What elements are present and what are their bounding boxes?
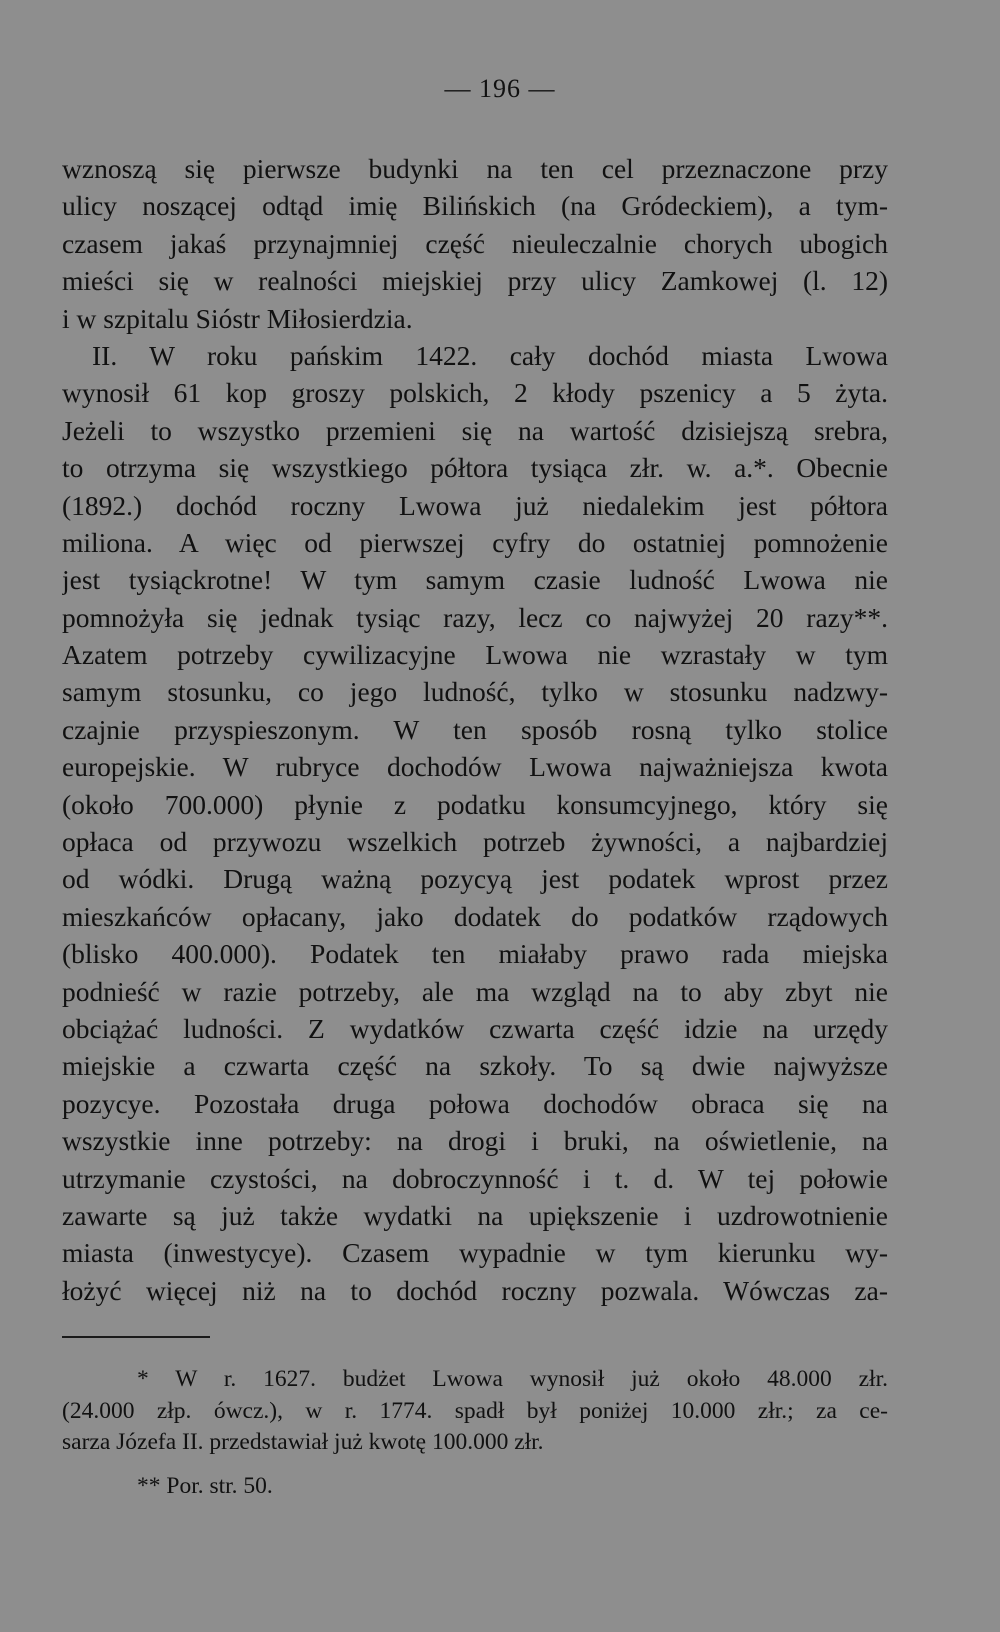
text-line: zawarte są już także wydatki na upiększenie i uzdrowotnienie [62, 1199, 888, 1231]
footnote-line: (24.000 złp. ówcz.), w r. 1774. spadł był poniżej 10.000 złr.; za ce- [62, 1397, 888, 1424]
text-line: opłaca od przywozu wszelkich potrzeb żywności, a najbardziej [62, 826, 888, 858]
text-line: czasem jakaś przynajmniej część nieuleczalnie chorych ubogich [62, 227, 888, 259]
footnotes [62, 1364, 888, 1502]
footnote-line: sarza Józefa II. przedstawiał już kwotę 100.000 złr. [62, 1429, 544, 1455]
text-line: mieści się w realności miejskiej przy ulicy Zamkowej (l. 12) [62, 265, 888, 297]
text-line: utrzymanie czystości, na dobroczynność i t. d. W tej połowie [62, 1162, 888, 1194]
text-line: wszystkie inne potrzeby: na drogi i bruki, na oświetlenie, na [62, 1125, 888, 1157]
text-line: samym stosunku, co jego ludność, tylko w stosunku nadzwy- [62, 676, 888, 708]
text-line: Jeżeli to wszystko przemieni się na wartość dzisiejszą srebra, [62, 414, 888, 446]
footnote-gap [62, 1459, 888, 1471]
text-line: wynosił 61 kop groszy polskich, 2 kłody pszenicy a 5 żyta. [62, 377, 888, 409]
text-line: europejskie. W rubryce dochodów Lwowa najważniejsza kwota [62, 751, 888, 783]
text-line: mieszkańców opłacany, jako dodatek do podatków rządowych [62, 900, 888, 932]
text-line: pomnożyła się jednak tysiąc razy, lecz co najwyżej 20 razy**. [62, 601, 888, 633]
body-text [62, 150, 888, 1309]
text-line: II. W roku pańskim 1422. cały dochód miasta Lwowa [92, 339, 888, 371]
text-line: czajnie przyspieszonym. W ten sposób rosną tylko stolice [62, 713, 888, 745]
text-line: łożyć więcej niż na to dochód roczny pozwala. Wówczas za- [62, 1274, 888, 1306]
text-line: ulicy noszącej odtąd imię Bilińskich (na Gródeckiem), a tym- [62, 190, 888, 222]
footnote-line: * W r. 1627. budżet Lwowa wynosił już około 48.000 złr. [137, 1366, 888, 1392]
text-line: od wódki. Drugą ważną pozycyą jest podatek wprost przez [62, 863, 888, 895]
text-line: jest tysiąckrotne! W tym samym czasie ludność Lwowa nie [62, 564, 888, 596]
text-line: (około 700.000) płynie z podatku konsumcyjnego, który się [62, 788, 888, 820]
text-line: miliona. A więc od pierwszej cyfry do ostatniej pomnożenie [62, 526, 888, 558]
text-line: (blisko 400.000). Podatek ten miałaby prawo rada miejska [62, 938, 888, 970]
text-line: wznoszą się pierwsze budynki na ten cel przeznaczone przy [62, 153, 888, 184]
page-number: — 196 — [444, 74, 556, 103]
text-line: i w szpitalu Sióstr Miłosierdzia. [62, 302, 413, 334]
text-line: podnieść w razie potrzeby, ale ma wzgląd na to aby zbyt nie [62, 975, 888, 1007]
text-line: (1892.) dochód roczny Lwowa już niedalekim jest półtora [62, 489, 888, 521]
text-line: miasta (inwestycye). Czasem wypadnie w tym kierunku wy- [62, 1237, 888, 1269]
text-line: to otrzyma się wszystkiego półtora tysiąca złr. w. a.*. Obecnie [62, 452, 888, 484]
text-line: obciążać ludności. Z wydatków czwarta część idzie na urzędy [62, 1012, 888, 1044]
footnote-divider [62, 1336, 210, 1338]
text-line: pozycye. Pozostała druga połowa dochodów obraca się na [62, 1087, 888, 1119]
text-line: Azatem potrzeby cywilizacyjne Lwowa nie wzrastały w tym [62, 639, 888, 671]
footnote-line: ** Por. str. 50. [137, 1472, 273, 1499]
text-line: miejskie a czwarta część na szkoły. To są dwie najwyższe [62, 1050, 888, 1082]
